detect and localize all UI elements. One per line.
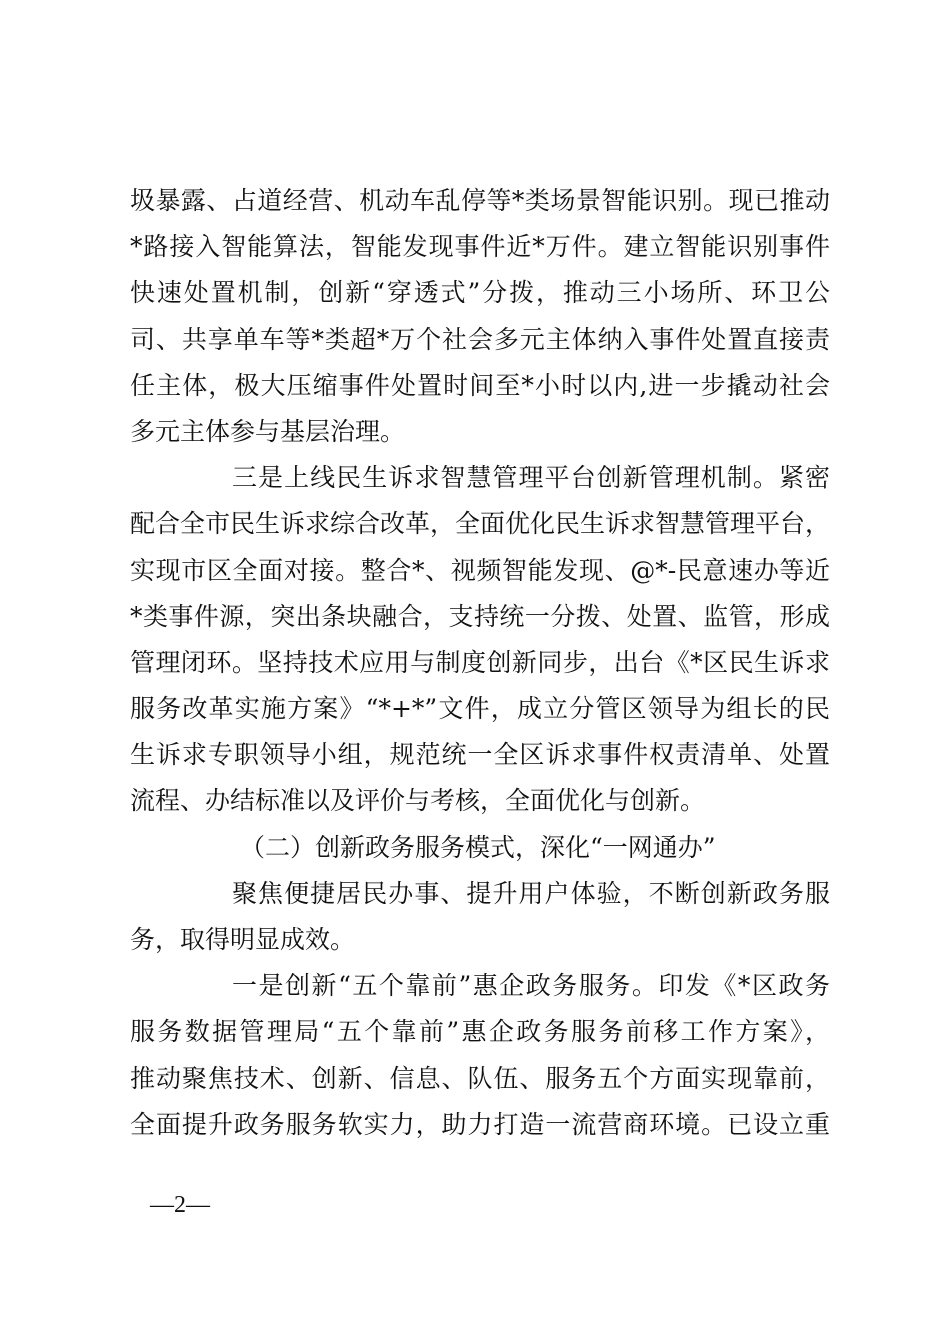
- text-line: 多元主体参与基层治理。: [130, 416, 406, 446]
- text-line: 聚焦便捷居民办事、提升用户体验，不断创新政务服: [232, 878, 830, 908]
- document-body: [130, 178, 830, 1148]
- text-line: 任主体，极大压缩事件处置时间至*小时以内,进一步撬动社会: [130, 370, 830, 400]
- paragraph: [130, 871, 830, 963]
- text-line: 司、共享单车等*类超*万个社会多元主体纳入事件处置直接责: [130, 324, 830, 354]
- text-line: 圾暴露、占道经营、机动车乱停等*类场景智能识别。现已推动: [130, 186, 830, 215]
- text-line: 快速处置机制，创新“穿透式”分拨，推动三小场所、环卫公: [130, 278, 830, 308]
- text-line: 一是创新“五个靠前”惠企政务服务。印发《*区政务: [232, 971, 830, 1001]
- text-line: 推动聚焦技术、创新、信息、队伍、服务五个方面实现靠前，: [130, 1063, 830, 1093]
- text-line: 实现市区全面对接。整合*、视频智能发现、@*-民意速办等近: [130, 555, 830, 585]
- page-number: —2—: [150, 1192, 210, 1218]
- paragraph: [130, 455, 830, 825]
- paragraph: [130, 963, 830, 1148]
- text-line: *路接入智能算法，智能发现事件近*万件。建立智能识别事件: [130, 232, 830, 262]
- text-line: 生诉求专职领导小组，规范统一全区诉求事件权责清单、处置: [130, 740, 830, 770]
- text-line: 三是上线民生诉求智慧管理平台创新管理机制。紧密: [232, 463, 830, 493]
- text-line: 服务数据管理局“五个靠前”惠企政务服务前移工作方案》，: [130, 1017, 830, 1047]
- text-line: 务，取得明显成效。: [130, 925, 356, 954]
- text-line: 管理闭环。坚持技术应用与制度创新同步，出台《*区民生诉求: [130, 647, 830, 677]
- text-line: *类事件源，突出条块融合，支持统一分拨、处置、监管，形成: [130, 601, 830, 631]
- text-line: 服务改革实施方案》“*+*”文件，成立分管区领导为组长的民: [130, 694, 830, 724]
- text-line: 全面提升政务服务软实力，助力打造一流营商环境。已设立重: [130, 1109, 830, 1139]
- text-line: 流程、办结标准以及评价与考核，全面优化与创新。: [130, 786, 706, 816]
- section-heading: （二）创新政务服务模式，深化“一网通办”: [240, 832, 716, 862]
- paragraph: [130, 178, 830, 455]
- text-line: 配合全市民生诉求综合改革，全面优化民生诉求智慧管理平台，: [130, 509, 831, 539]
